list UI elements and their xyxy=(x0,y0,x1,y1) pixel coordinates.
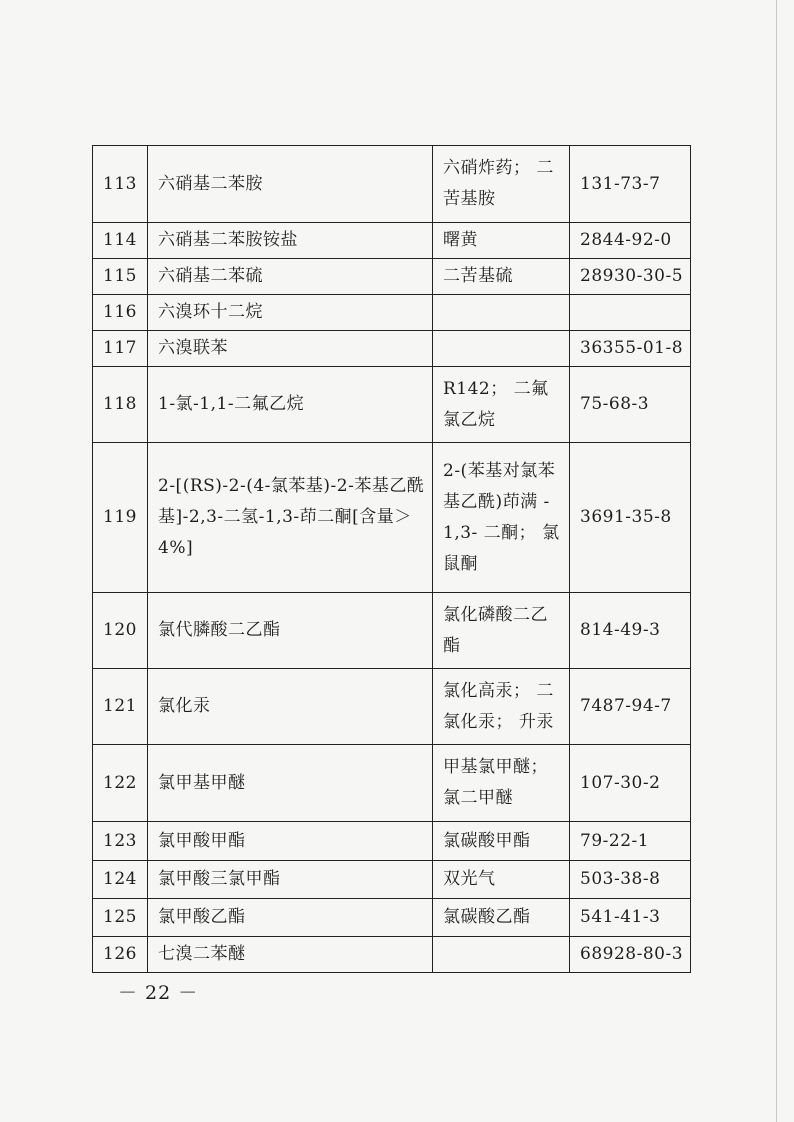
chemical-name: 氯甲酸甲酯 xyxy=(148,822,433,861)
row-number: 113 xyxy=(93,146,148,223)
table-row xyxy=(93,899,691,937)
row-number: 122 xyxy=(93,745,148,822)
cas-number: 814-49-3 xyxy=(570,593,691,669)
row-number: 114 xyxy=(93,223,148,259)
cas-number: 28930-30-5 xyxy=(570,259,691,295)
cas-number: 503-38-8 xyxy=(570,861,691,899)
table-row xyxy=(93,295,691,331)
table-row xyxy=(93,443,691,593)
cas-number: 68928-80-3 xyxy=(570,937,691,973)
chemical-alias: 甲基氯甲醚； 氯二甲醚 xyxy=(433,745,570,822)
cas-number: 131-73-7 xyxy=(570,146,691,223)
cas-number xyxy=(570,295,691,331)
cas-number: 541-41-3 xyxy=(570,899,691,937)
chemical-alias xyxy=(433,331,570,367)
chemical-name: 氯甲酸乙酯 xyxy=(148,899,433,937)
table-row xyxy=(93,331,691,367)
cas-number: 7487-94-7 xyxy=(570,669,691,745)
chemical-name: 1-氯-1,1-二氟乙烷 xyxy=(148,367,433,443)
chemical-alias: 氯碳酸甲酯 xyxy=(433,822,570,861)
chemical-name: 氯代膦酸二乙酯 xyxy=(148,593,433,669)
chemical-table xyxy=(92,145,691,973)
row-number: 125 xyxy=(93,899,148,937)
table-row xyxy=(93,367,691,443)
row-number: 120 xyxy=(93,593,148,669)
chemical-name: 氯甲酸三氯甲酯 xyxy=(148,861,433,899)
row-number: 124 xyxy=(93,861,148,899)
row-number: 119 xyxy=(93,443,148,593)
cas-number: 3691-35-8 xyxy=(570,443,691,593)
table-row xyxy=(93,745,691,822)
chemical-name: 六溴联苯 xyxy=(148,331,433,367)
row-number: 117 xyxy=(93,331,148,367)
table-row xyxy=(93,259,691,295)
row-number: 116 xyxy=(93,295,148,331)
table-row xyxy=(93,861,691,899)
chemical-alias xyxy=(433,295,570,331)
chemical-alias: 氯碳酸乙酯 xyxy=(433,899,570,937)
cas-number: 2844-92-0 xyxy=(570,223,691,259)
chemical-name: 六硝基二苯硫 xyxy=(148,259,433,295)
row-number: 126 xyxy=(93,937,148,973)
row-number: 115 xyxy=(93,259,148,295)
chemical-name: 六硝基二苯胺 xyxy=(148,146,433,223)
chemical-alias: 双光气 xyxy=(433,861,570,899)
chemical-alias: 六硝炸药； 二苦基胺 xyxy=(433,146,570,223)
table-row xyxy=(93,223,691,259)
chemical-alias: 二苦基硫 xyxy=(433,259,570,295)
chemical-alias: 氯化高汞； 二氯化汞； 升汞 xyxy=(433,669,570,745)
cas-number: 107-30-2 xyxy=(570,745,691,822)
table-row xyxy=(93,822,691,861)
cas-number: 36355-01-8 xyxy=(570,331,691,367)
table-row xyxy=(93,669,691,745)
row-number: 121 xyxy=(93,669,148,745)
chemical-alias xyxy=(433,937,570,973)
chemical-name: 七溴二苯醚 xyxy=(148,937,433,973)
chemical-name: 氯甲基甲醚 xyxy=(148,745,433,822)
page-edge-line xyxy=(776,0,777,1122)
chemical-alias: R142； 二氟氯乙烷 xyxy=(433,367,570,443)
chemical-alias: 2-(苯基对氯苯基乙酰)茚满 -1,3- 二酮； 氯鼠酮 xyxy=(433,443,570,593)
row-number: 118 xyxy=(93,367,148,443)
cas-number: 75-68-3 xyxy=(570,367,691,443)
table-row xyxy=(93,593,691,669)
chemical-name: 六溴环十二烷 xyxy=(148,295,433,331)
row-number: 123 xyxy=(93,822,148,861)
table-row xyxy=(93,146,691,223)
chemical-alias: 曙黄 xyxy=(433,223,570,259)
table-row xyxy=(93,937,691,973)
chemical-name: 六硝基二苯胺铵盐 xyxy=(148,223,433,259)
cas-number: 79-22-1 xyxy=(570,822,691,861)
page-number: － 22 － xyxy=(118,982,199,1004)
chemical-name: 2-[(RS)-2-(4-氯苯基)-2-苯基乙酰基]-2,3-二氢-1,3-茚二酮[含量＞4%] xyxy=(148,443,433,593)
chemical-name: 氯化汞 xyxy=(148,669,433,745)
chemical-alias: 氯化磷酸二乙酯 xyxy=(433,593,570,669)
